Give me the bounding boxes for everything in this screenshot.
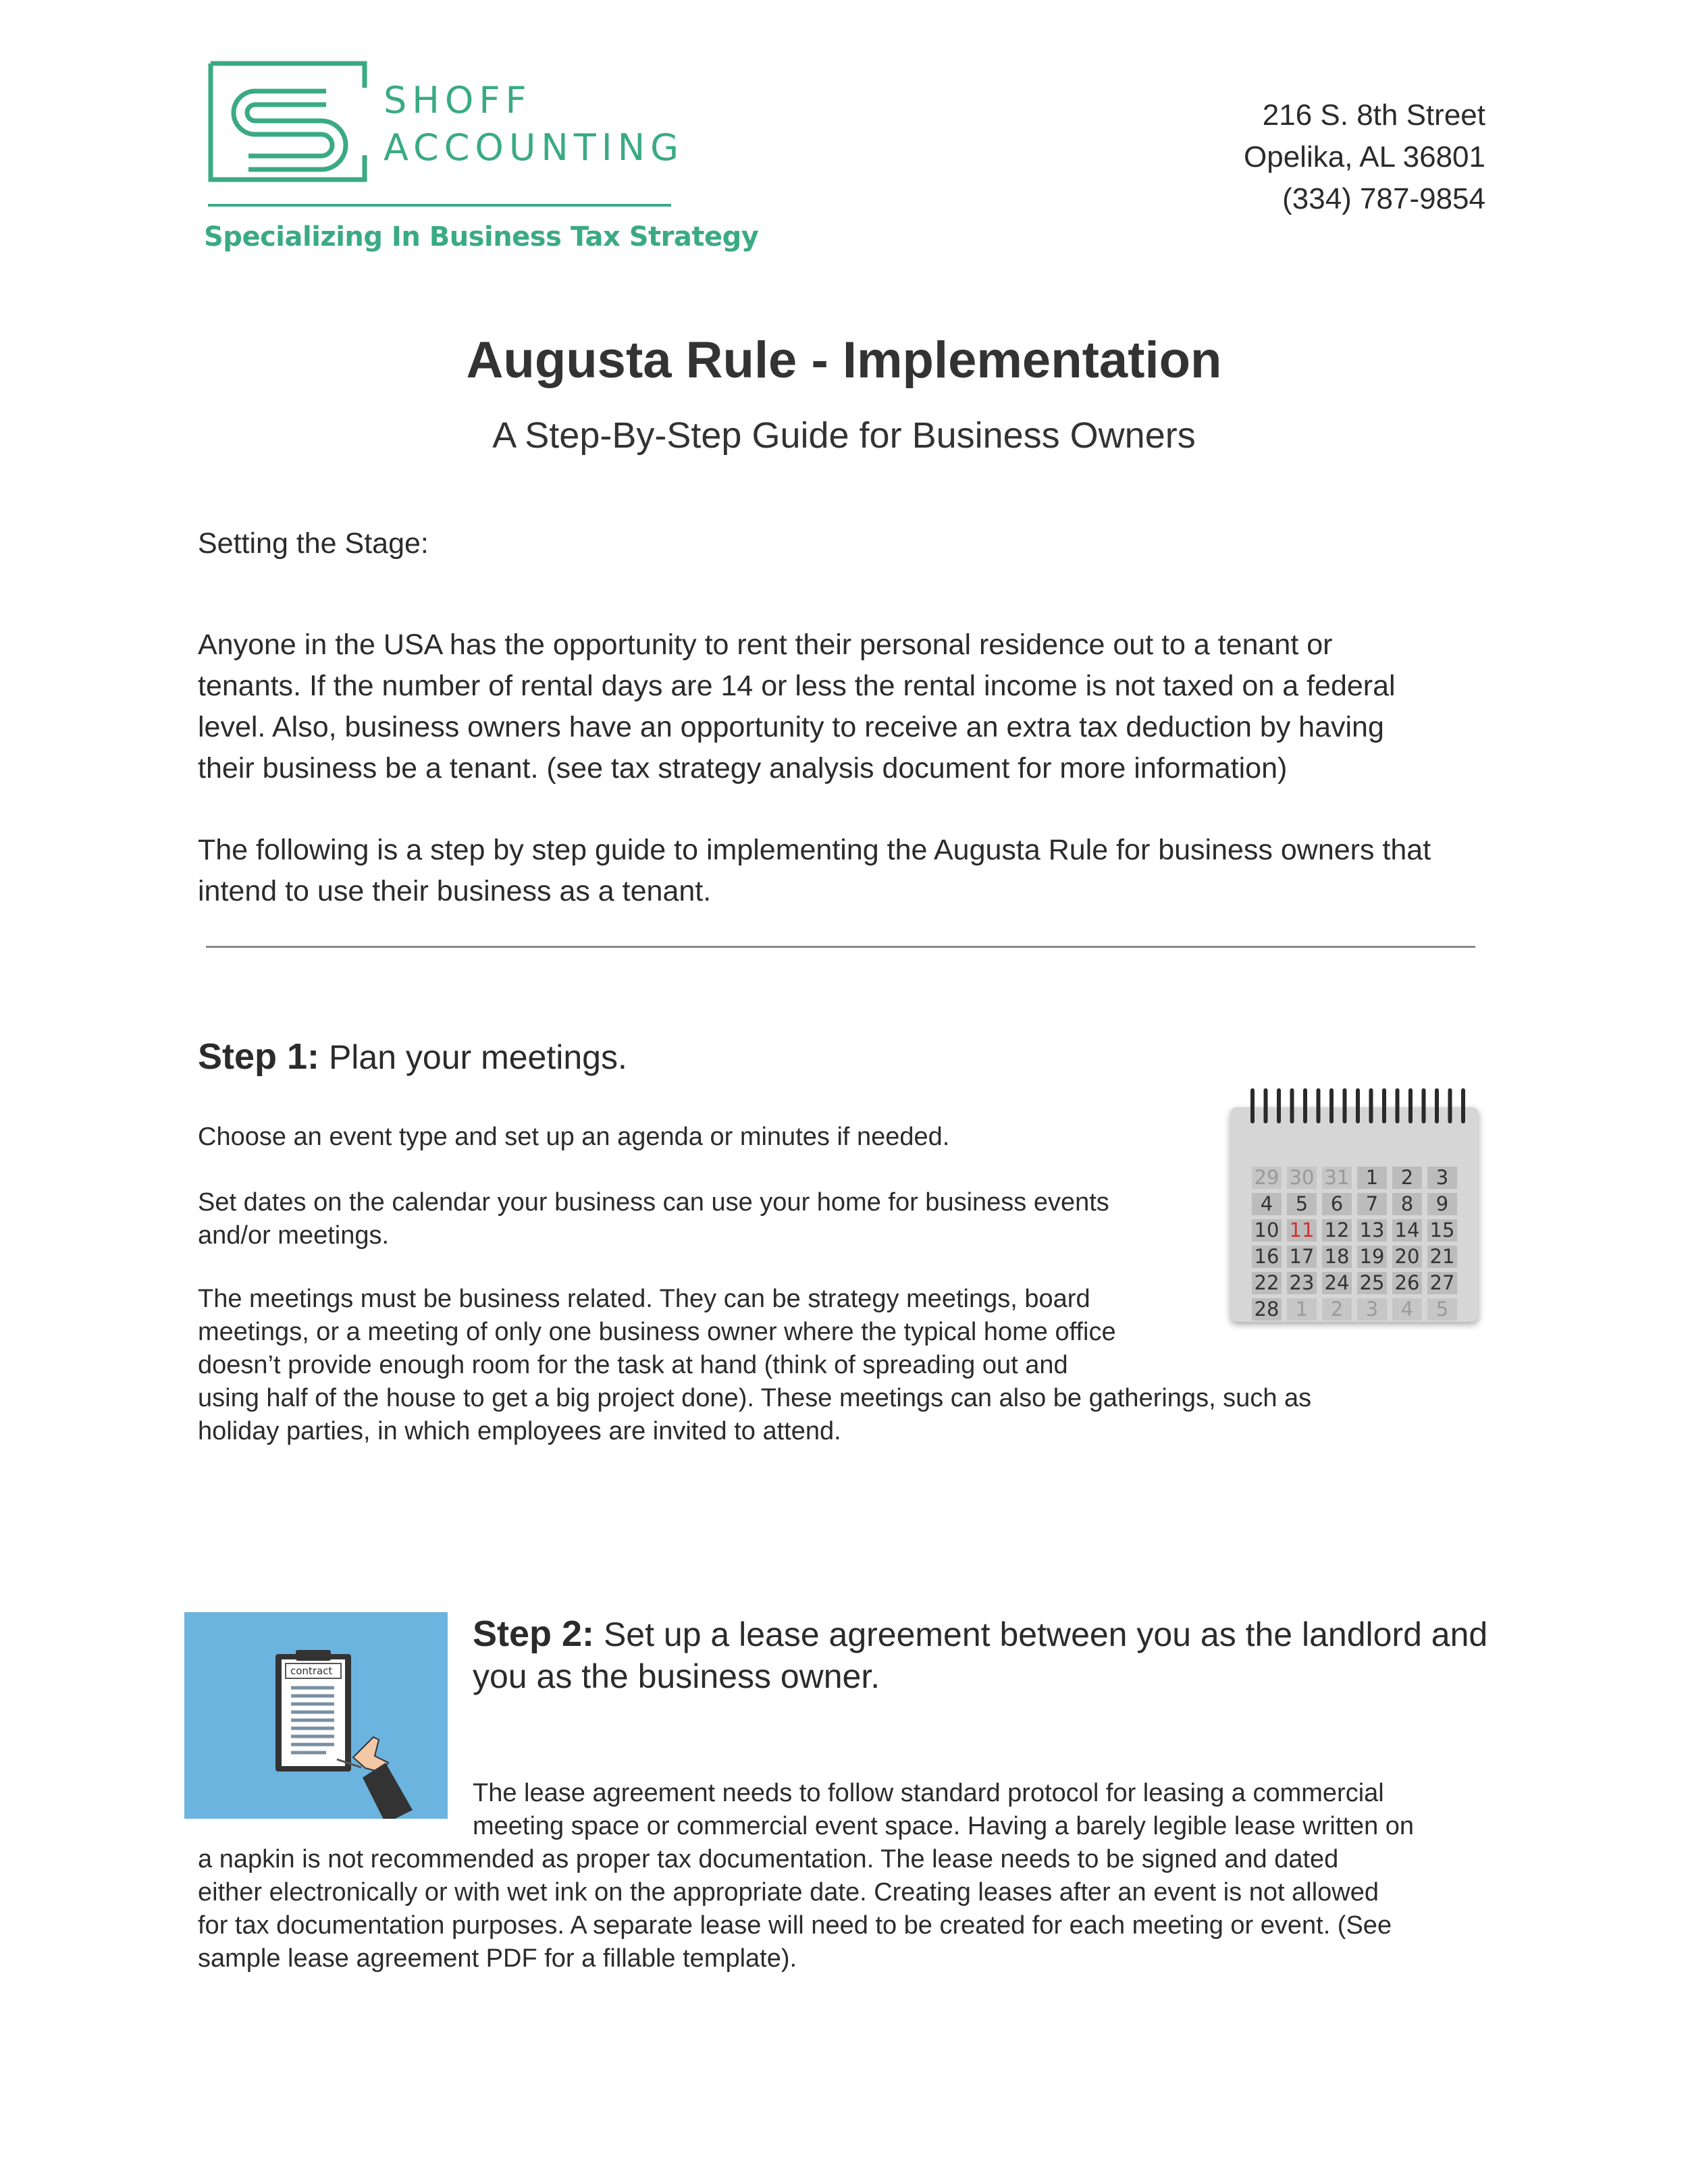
calendar-day: 24 (1322, 1272, 1352, 1294)
calendar-day: 11 (1287, 1219, 1317, 1242)
step2-paragraph-rest (198, 1843, 1392, 1975)
page-title: Augusta Rule - Implementation (466, 331, 1222, 389)
text-line: intend to use their business as a tenant. (198, 875, 712, 907)
calendar-day: 15 (1427, 1219, 1457, 1242)
text-line: The following is a step by step guide to implementing the Augusta Rule for business owners that (198, 834, 1431, 866)
calendar-day: 26 (1392, 1272, 1422, 1294)
text-line: Anyone in the USA has the opportunity to rent their personal residence out to a tenant or (198, 629, 1333, 661)
calendar-day: 30 (1287, 1167, 1317, 1189)
calendar-day: 13 (1357, 1219, 1387, 1242)
s-letter-logo-icon (208, 61, 367, 182)
calendar-day: 9 (1427, 1193, 1457, 1215)
calendar-day: 21 (1427, 1246, 1457, 1268)
step1-paragraph-3 (198, 1283, 1311, 1448)
calendar-card (1230, 1107, 1479, 1322)
calendar-day: 5 (1287, 1193, 1317, 1215)
step2-paragraph-start (473, 1777, 1414, 1843)
calendar-day: 6 (1322, 1193, 1352, 1215)
calendar-ring (1369, 1088, 1373, 1123)
contract-signing-icon (184, 1612, 448, 1819)
calendar-ring (1343, 1088, 1347, 1123)
text-line: meeting space or commercial event space. Having a barely legible lease written on (473, 1812, 1415, 1840)
calendar-ring (1396, 1088, 1400, 1123)
calendar-day: 10 (1252, 1219, 1282, 1242)
step1-title: Plan your meetings. (328, 1038, 627, 1076)
intro-heading: Setting the Stage: (198, 527, 429, 560)
text-line: meetings, or a meeting of only one business owner where the typical home office (198, 1318, 1116, 1346)
calendar-day: 28 (1252, 1298, 1282, 1321)
calendar-icon (1230, 1080, 1480, 1323)
step1-paragraph-2 (198, 1186, 1109, 1252)
calendar-day: 31 (1322, 1167, 1352, 1189)
text-line: level. Also, business owners have an opportunity to receive an extra tax deduction by having (198, 711, 1384, 743)
step1-label: Step 1: (198, 1036, 320, 1077)
calendar-day: 29 (1252, 1167, 1282, 1189)
text-line: sample lease agreement PDF for a fillable template). (198, 1944, 797, 1973)
address-city: Opelika, AL 36801 (1244, 140, 1485, 174)
calendar-ring (1290, 1088, 1294, 1123)
text-line: their business be a tenant. (see tax strategy analysis document for more information) (198, 752, 1288, 784)
calendar-day: 4 (1252, 1193, 1282, 1215)
calendar-ring (1408, 1088, 1413, 1123)
calendar-grid (1252, 1167, 1457, 1321)
calendar-ring (1329, 1088, 1334, 1123)
calendar-day: 14 (1392, 1219, 1422, 1242)
calendar-ring (1382, 1088, 1386, 1123)
text-line: tenants. If the number of rental days are 14 or less the rental income is not taxed on a federal (198, 670, 1396, 702)
calendar-ring (1461, 1088, 1465, 1123)
calendar-ring (1303, 1088, 1307, 1123)
calendar-ring (1356, 1088, 1360, 1123)
calendar-day: 5 (1427, 1298, 1457, 1321)
step1-heading (198, 1036, 627, 1078)
text-line: holiday parties, in which employees are invited to attend. (198, 1417, 841, 1445)
calendar-day: 25 (1357, 1272, 1387, 1294)
text-line: and/or meetings. (198, 1221, 390, 1250)
calendar-rings (1246, 1086, 1469, 1126)
calendar-day: 3 (1427, 1167, 1457, 1189)
calendar-day: 22 (1252, 1272, 1282, 1294)
text-line: The meetings must be business related. They can be strategy meetings, board (198, 1285, 1090, 1313)
brand-name-line2: ACCOUNTING (384, 126, 684, 169)
calendar-day: 19 (1357, 1246, 1387, 1268)
calendar-day: 4 (1392, 1298, 1422, 1321)
page-subtitle: A Step-By-Step Guide for Business Owners (492, 415, 1196, 456)
address-street: 216 S. 8th Street (1262, 99, 1485, 132)
calendar-day: 27 (1427, 1272, 1457, 1294)
logo-divider (208, 204, 671, 207)
text-line: a napkin is not recommended as proper tax documentation. The lease needs to be signed and dated (198, 1845, 1339, 1873)
calendar-day: 3 (1357, 1298, 1387, 1321)
step2-title-line1: Set up a lease agreement between you as the landlord and (603, 1616, 1488, 1653)
step2-heading (473, 1613, 1487, 1697)
calendar-day: 7 (1357, 1193, 1387, 1215)
brand-tagline: Specializing In Business Tax Strategy (204, 221, 759, 252)
intro-paragraph-1 (198, 624, 1396, 789)
calendar-ring (1277, 1088, 1281, 1123)
section-divider (206, 946, 1475, 948)
calendar-ring (1264, 1088, 1268, 1123)
calendar-day: 2 (1322, 1298, 1352, 1321)
text-line: either electronically or with wet ink on the appropriate date. Creating leases after an event is not allowed (198, 1878, 1379, 1907)
text-line: The lease agreement needs to follow standard protocol for leasing a commercial (473, 1779, 1384, 1807)
step2-label: Step 2: (473, 1614, 595, 1654)
text-line: for tax documentation purposes. A separate lease will need to be created for each meeting or event. (See (198, 1911, 1392, 1940)
calendar-day: 1 (1357, 1167, 1387, 1189)
calendar-day: 23 (1287, 1272, 1317, 1294)
contract-caption: contract (290, 1665, 333, 1677)
calendar-day: 1 (1287, 1298, 1317, 1321)
text-line: Set dates on the calendar your business can use your home for business events (198, 1188, 1109, 1217)
calendar-day: 20 (1392, 1246, 1422, 1268)
calendar-day: 17 (1287, 1246, 1317, 1268)
calendar-day: 12 (1322, 1219, 1352, 1242)
step1-paragraph-1: Choose an event type and set up an agenda or minutes if needed. (198, 1123, 950, 1151)
calendar-day: 8 (1392, 1193, 1422, 1215)
brand-name-line1: SHOFF (384, 79, 532, 122)
calendar-ring (1317, 1088, 1321, 1123)
text-line: doesn’t provide enough room for the task at hand (think of spreading out and (198, 1351, 1068, 1379)
calendar-day: 16 (1252, 1246, 1282, 1268)
calendar-day: 2 (1392, 1167, 1422, 1189)
step2-title-line2: you as the business owner. (473, 1657, 880, 1695)
calendar-ring (1448, 1088, 1452, 1123)
intro-paragraph-2 (198, 830, 1431, 912)
calendar-ring (1422, 1088, 1426, 1123)
address-phone: (334) 787-9854 (1282, 182, 1485, 215)
calendar-ring (1435, 1088, 1439, 1123)
text-line: using half of the house to get a big project done). These meetings can also be gatherings, such as (198, 1384, 1312, 1412)
calendar-day: 18 (1322, 1246, 1352, 1268)
calendar-ring (1250, 1088, 1255, 1123)
